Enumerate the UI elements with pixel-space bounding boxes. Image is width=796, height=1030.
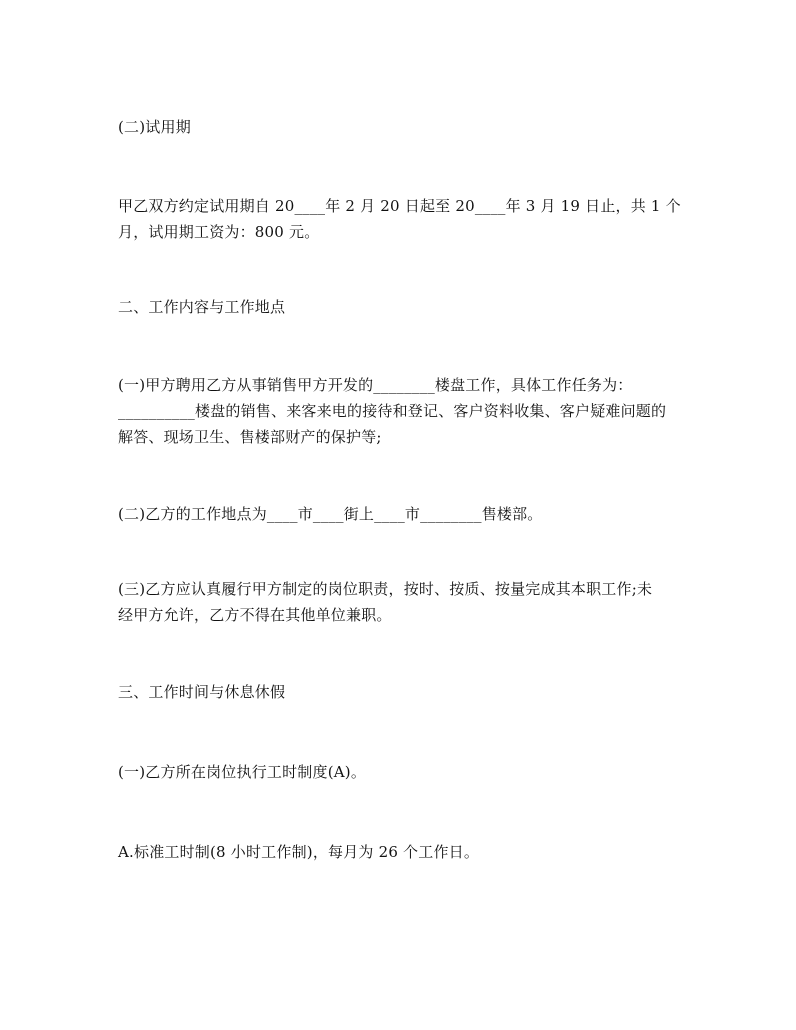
trial-period-paragraph (118, 193, 688, 245)
work-hours-paragraph (118, 759, 688, 785)
work-duty-paragraph (118, 576, 688, 628)
text-line: (三)乙方应认真履行甲方制定的岗位职责，按时、按质、按量完成其本职工作;未 (118, 580, 653, 598)
text-line: (一)乙方所在岗位执行工时制度(A)。 (118, 763, 367, 781)
standard-hours-paragraph (118, 839, 688, 865)
text-line: 甲乙双方约定试用期自 20____年 2 月 20 日起至 20____年 3 月 19 日止，共 1 个 (118, 197, 681, 215)
work-content-paragraph (118, 372, 688, 450)
text-line: (一)甲方聘用乙方从事销售甲方开发的________楼盘工作，具体工作任务为： (118, 376, 633, 394)
text-line: 二、工作内容与工作地点 (118, 298, 286, 316)
text-line: (二)试用期 (118, 118, 191, 136)
text-line: 解答、现场卫生、售楼部财产的保护等; (118, 428, 382, 446)
section-heading-work-content (118, 294, 688, 320)
text-line: A.标准工时制(8 小时工作制)，每月为 26 个工作日。 (118, 843, 480, 861)
work-location-paragraph (118, 501, 688, 527)
text-line: 三、工作时间与休息休假 (118, 683, 286, 701)
text-line: (二)乙方的工作地点为____市____街上____市________售楼部。 (118, 505, 543, 523)
section-heading-work-hours (118, 679, 688, 705)
text-line: __________楼盘的销售、来客来电的接待和登记、客户资料收集、客户疑难问题的 (118, 402, 667, 420)
trial-period-heading (118, 114, 688, 140)
text-line: 经甲方允许，乙方不得在其他单位兼职。 (118, 606, 392, 624)
text-line: 月，试用期工资为：800 元。 (118, 223, 320, 241)
